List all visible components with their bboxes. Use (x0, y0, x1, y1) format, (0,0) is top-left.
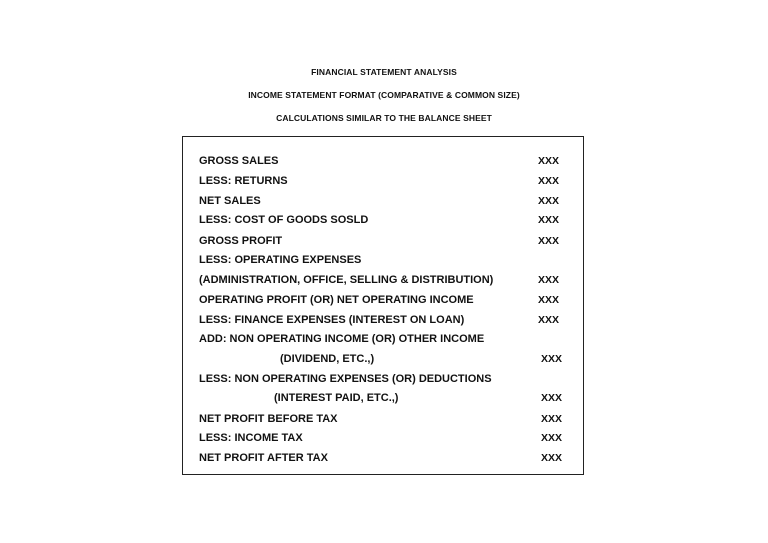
row-amount: XXX (538, 274, 560, 286)
row-label: (ADMINISTRATION, OFFICE, SELLING & DISTRIBUTION) (199, 274, 494, 286)
document-note: CALCULATIONS SIMILAR TO THE BALANCE SHEET (276, 113, 492, 123)
row-label: NET PROFIT AFTER TAX (199, 452, 328, 464)
row-amount: XXX (538, 155, 560, 167)
row-amount: XXX (541, 353, 563, 365)
statement-row-cost-of-goods (183, 212, 583, 228)
row-label: ADD: NON OPERATING INCOME (OR) OTHER INCOME (199, 333, 485, 345)
statement-row-interest-paid (183, 390, 583, 406)
statement-row-income-tax (183, 430, 583, 446)
row-amount: XXX (538, 175, 560, 187)
statement-row-operating-expenses-detail (183, 272, 583, 288)
statement-row-gross-profit (183, 233, 583, 249)
statement-row-non-operating-expenses (183, 371, 583, 387)
statement-row-returns (183, 173, 583, 189)
row-label: GROSS SALES (199, 155, 279, 167)
row-label: GROSS PROFIT (199, 235, 283, 247)
row-label: LESS: RETURNS (199, 175, 288, 187)
row-amount: XXX (541, 392, 563, 404)
row-label: LESS: OPERATING EXPENSES (199, 254, 362, 266)
row-label: NET SALES (199, 195, 261, 207)
row-amount: XXX (538, 294, 560, 306)
row-label: (INTEREST PAID, ETC.,) (274, 392, 399, 404)
row-amount: XXX (541, 432, 563, 444)
statement-row-net-profit-before-tax (183, 411, 583, 427)
statement-row-finance-expenses (183, 312, 583, 328)
row-label: LESS: COST OF GOODS SOSLD (199, 214, 369, 226)
row-amount: XXX (538, 235, 560, 247)
statement-row-other-income (183, 331, 583, 347)
row-label: LESS: FINANCE EXPENSES (INTEREST ON LOAN) (199, 314, 465, 326)
row-amount: XXX (541, 413, 563, 425)
row-label: LESS: INCOME TAX (199, 432, 303, 444)
document-title: FINANCIAL STATEMENT ANALYSIS (311, 67, 457, 77)
document-subtitle: INCOME STATEMENT FORMAT (COMPARATIVE & COMMON SIZE) (248, 90, 520, 100)
statement-row-gross-sales (183, 153, 583, 169)
row-label: (DIVIDEND, ETC.,) (280, 353, 375, 365)
statement-row-net-profit-after-tax (183, 450, 583, 466)
row-label: LESS: NON OPERATING EXPENSES (OR) DEDUCTIONS (199, 373, 492, 385)
row-label: NET PROFIT BEFORE TAX (199, 413, 338, 425)
row-amount: XXX (541, 452, 563, 464)
row-amount: XXX (538, 314, 560, 326)
statement-row-operating-expenses (183, 252, 583, 268)
row-amount: XXX (538, 214, 560, 226)
statement-row-dividend (183, 351, 583, 367)
row-label: OPERATING PROFIT (OR) NET OPERATING INCOME (199, 294, 474, 306)
income-statement-box (182, 136, 584, 475)
row-amount: XXX (538, 195, 560, 207)
statement-row-net-sales (183, 193, 583, 209)
statement-row-operating-profit (183, 292, 583, 308)
